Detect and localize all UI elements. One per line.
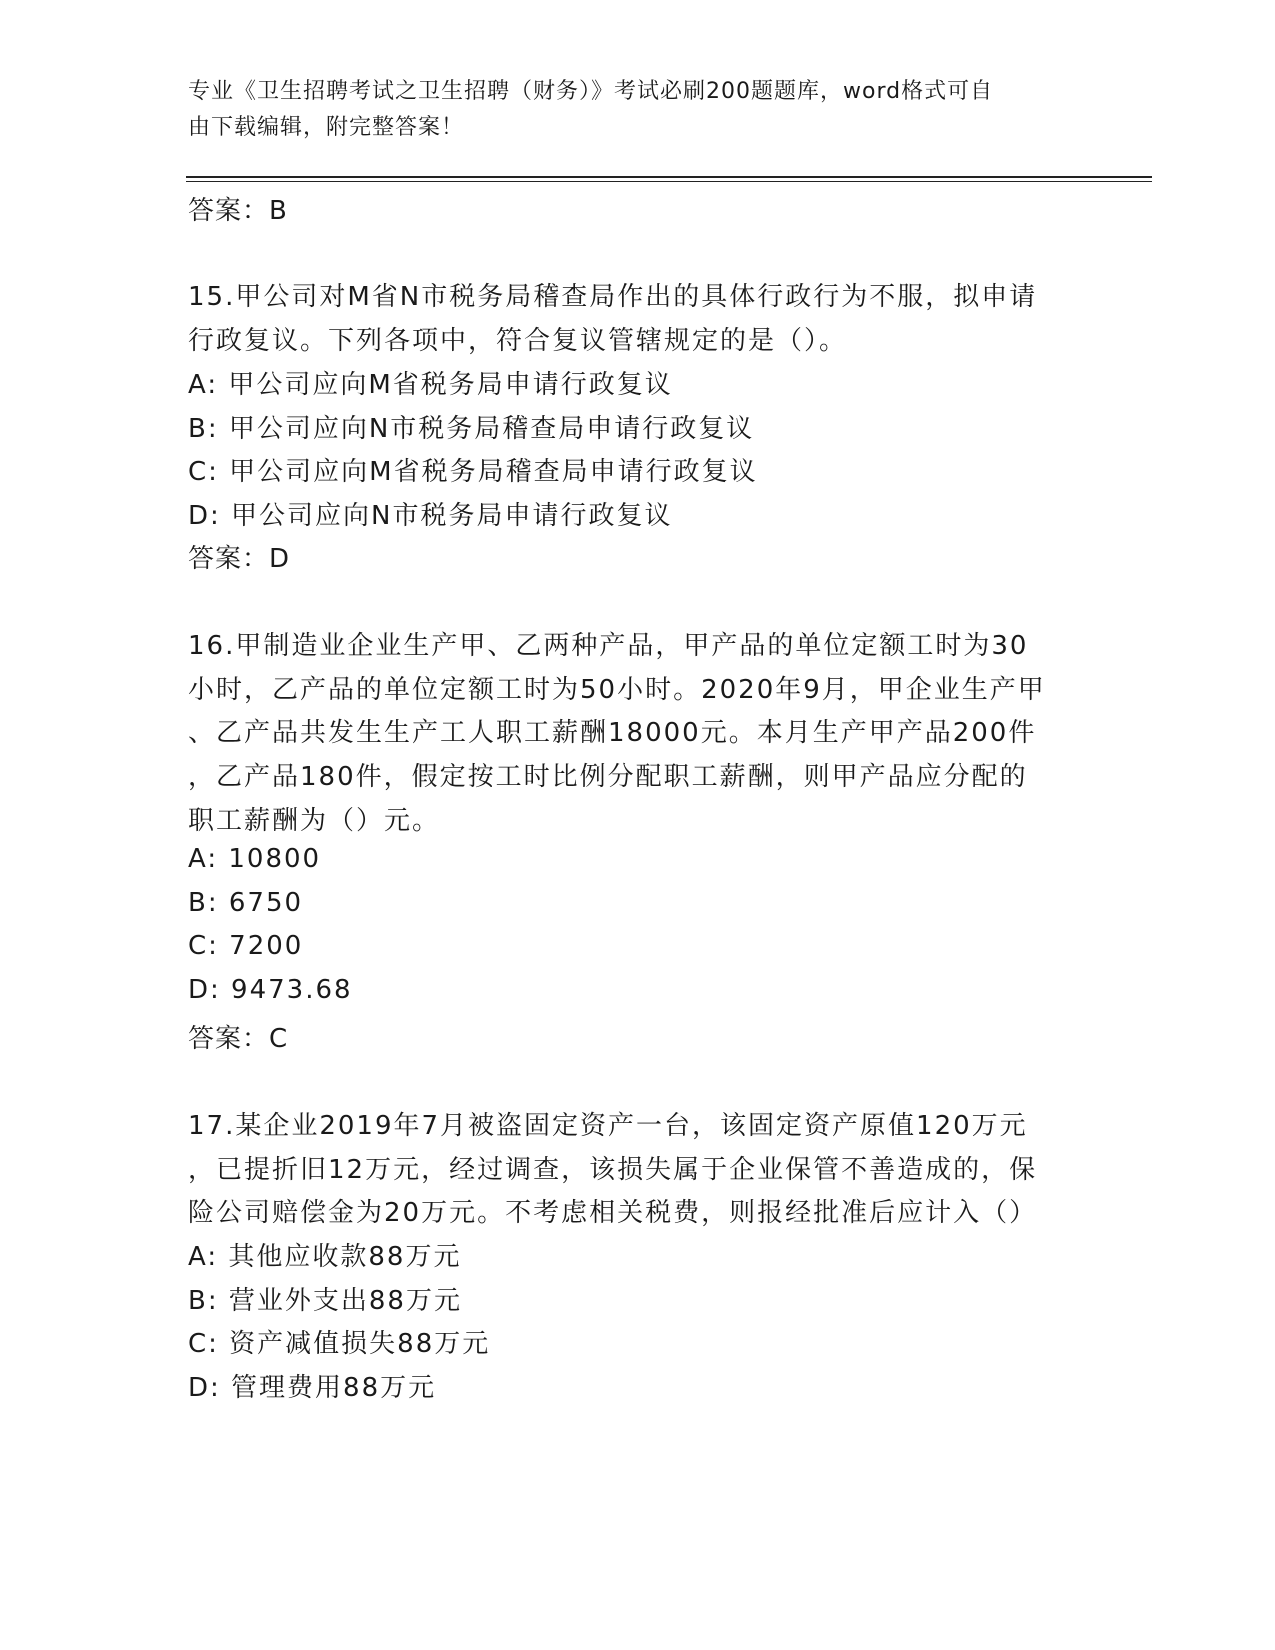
q15-option-c: C: 甲公司应向M省税务局稽查局申请行政复议	[188, 457, 758, 487]
q17-option-c: C: 资产减值损失88万元	[188, 1329, 491, 1359]
q16-stem-line: 职工薪酬为（）元。	[188, 806, 441, 836]
q16-option-b: B: 6750	[188, 888, 304, 918]
q16-answer: 答案：C	[188, 1024, 289, 1054]
q15-stem-line: 行政复议。下列各项中，符合复议管辖规定的是（）。	[188, 326, 848, 356]
q16-stem-line: 、乙产品共发生生产工人职工薪酬18000元。本月生产甲产品200件	[188, 718, 1037, 748]
header-divider	[186, 176, 1152, 178]
q16-stem-line: 16.甲制造业企业生产甲、乙两种产品，甲产品的单位定额工时为30	[188, 631, 1029, 661]
q17-option-d: D: 管理费用88万元	[188, 1373, 437, 1403]
prev-answer: 答案：B	[188, 196, 288, 226]
q16-option-c: C: 7200	[188, 931, 304, 961]
q17-stem-line: 17.某企业2019年7月被盗固定资产一台，该固定资产原值120万元	[188, 1111, 1028, 1141]
document-header	[188, 74, 1088, 146]
q15-option-a: A: 甲公司应向M省税务局申请行政复议	[188, 370, 673, 400]
q15-option-b: B: 甲公司应向N市税务局稽查局申请行政复议	[188, 414, 755, 444]
q15-option-d: D: 甲公司应向N市税务局申请行政复议	[188, 501, 673, 531]
q17-stem-line: 险公司赔偿金为20万元。不考虑相关税费，则报经批准后应计入（）	[188, 1198, 1038, 1228]
q17-option-a: A: 其他应收款88万元	[188, 1242, 462, 1272]
q16-stem-line: 小时，乙产品的单位定额工时为50小时。2020年9月，甲企业生产甲	[188, 675, 1046, 705]
q16-stem-line: ，乙产品180件，假定按工时比例分配职工薪酬，则甲产品应分配的	[188, 762, 1028, 792]
header-line: 专业《卫生招聘考试之卫生招聘（财务）》考试必刷200题题库，word格式可自	[188, 79, 994, 104]
q16-option-d: D: 9473.68	[188, 975, 353, 1005]
q17-stem-line: ，已提折旧12万元，经过调查，该损失属于企业保管不善造成的，保	[188, 1155, 1038, 1185]
q16-option-a: A: 10800	[188, 844, 322, 874]
header-divider-thin	[186, 181, 1152, 182]
q15-answer: 答案：D	[188, 544, 291, 574]
q17-option-b: B: 营业外支出88万元	[188, 1286, 462, 1316]
q15-stem-line: 15.甲公司对M省N市税务局稽查局作出的具体行政行为不服，拟申请	[188, 282, 1038, 312]
header-line: 由下载编辑，附完整答案！	[188, 115, 465, 140]
